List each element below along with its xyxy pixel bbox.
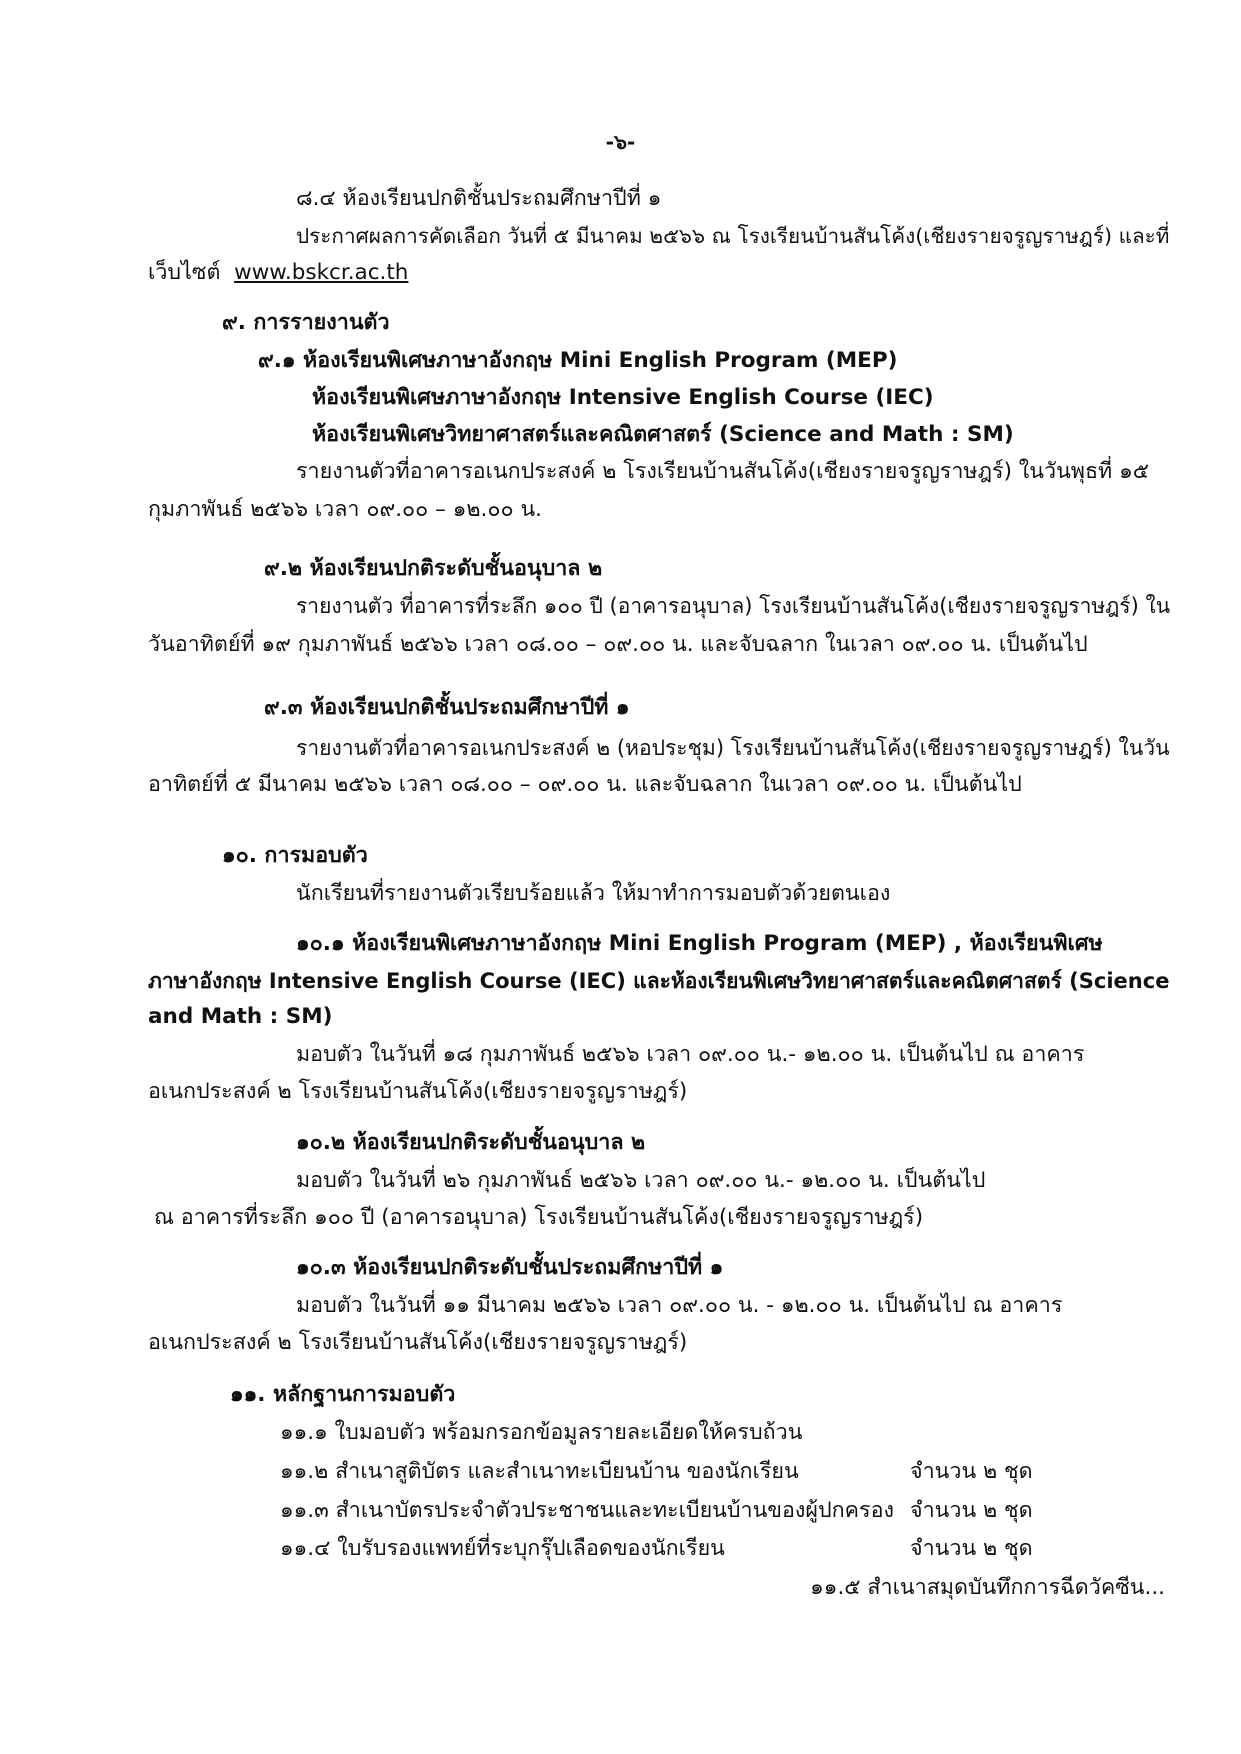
section-9-1-title3: ห้องเรียนพิเศษวิทยาศาสตร์และคณิตศาสตร์ (Science and Math : SM) xyxy=(312,422,1014,447)
evidence-item-text: ๑๑.๓ สำเนาบัตรประจำตัวประชาชนและทะเบียนบ้านของผู้ปกครอง xyxy=(280,1498,894,1523)
section-9-3-title: ๙.๓ ห้องเรียนปกติชั้นประถมศึกษาปีที่ ๑ xyxy=(264,695,630,720)
section-9-1-body1: รายงานตัวที่อาคารอเนกประสงค์ ๒ โรงเรียนบ้านสันโค้ง(เชียงรายจรูญราษฎร์) ในวันพุธที่ ๑๕ xyxy=(296,459,1149,484)
section-10-1-title2: ภาษาอังกฤษ Intensive English Course (IEC) และห้องเรียนพิเศษวิทยาศาสตร์และคณิตศาสตร์ (Science xyxy=(148,968,1170,993)
website-prefix: เว็บไซต์ xyxy=(148,260,221,285)
section-9-2-body2: วันอาทิตย์ที่ ๑๙ กุมภาพันธ์ ๒๕๖๖ เวลา ๐๘.๐๐ – ๐๙.๐๐ น. และจับฉลาก ในเวลา ๐๙.๐๐ น. เป็นต้นไป xyxy=(148,632,1088,657)
section-8-4-line1: ประกาศผลการคัดเลือก วันที่ ๕ มีนาคม ๒๕๖๖ ณ โรงเรียนบ้านสันโค้ง(เชียงรายจรูญราษฎร์) และที่ xyxy=(296,224,1170,248)
section-10-2-title: ๑๐.๒ ห้องเรียนปกติระดับชั้นอนุบาล ๒ xyxy=(296,1130,646,1155)
section-10-heading: ๑๐. การมอบตัว xyxy=(222,843,368,868)
evidence-item-text: ๑๑.๑ ใบมอบตัว พร้อมกรอกข้อมูลรายละเอียดให้ครบถ้วน xyxy=(280,1420,803,1445)
section-8-4-heading: ๘.๔ ห้องเรียนปกติชั้นประถมศึกษาปีที่ ๑ xyxy=(296,186,662,211)
section-9-3-body1: รายงานตัวที่อาคารอเนกประสงค์ ๒ (หอประชุม) โรงเรียนบ้านสันโค้ง(เชียงรายจรูญราษฎร์) ในวัน xyxy=(296,735,1170,760)
section-10-intro: นักเรียนที่รายงานตัวเรียบร้อยแล้ว ให้มาทำการมอบตัวด้วยตนเอง xyxy=(296,881,891,906)
evidence-item-qty: จำนวน ๒ ชุด xyxy=(910,1459,1033,1484)
section-9-2-title: ๙.๒ ห้องเรียนปกติระดับชั้นอนุบาล ๒ xyxy=(264,556,603,581)
evidence-item-qty: จำนวน ๒ ชุด xyxy=(910,1498,1033,1523)
section-10-1-title3: and Math : SM) xyxy=(148,1004,333,1029)
section-9-heading: ๙. การรายงานตัว xyxy=(222,310,390,335)
section-11-heading: ๑๑. หลักฐานการมอบตัว xyxy=(230,1382,456,1407)
evidence-item-qty: จำนวน ๒ ชุด xyxy=(910,1536,1033,1561)
continuation-text: ๑๑.๕ สำเนาสมุดบันทึกการฉีดวัคซีน... xyxy=(810,1575,1165,1600)
section-10-3-title: ๑๐.๓ ห้องเรียนปกติระดับชั้นประถมศึกษาปีที่ ๑ xyxy=(296,1255,724,1280)
section-10-1-body2: อเนกประสงค์ ๒ โรงเรียนบ้านสันโค้ง(เชียงรายจรูญราษฎร์) xyxy=(148,1079,688,1104)
section-9-2-body1: รายงานตัว ที่อาคารที่ระลึก ๑๐๐ ปี (อาคารอนุบาล) โรงเรียนบ้านสันโค้ง(เชียงรายจรูญราษฎร์) ใน xyxy=(296,594,1171,618)
section-10-3-body1: มอบตัว ในวันที่ ๑๑ มีนาคม ๒๕๖๖ เวลา ๐๙.๐๐ น. - ๑๒.๐๐ น. เป็นต้นไป ณ อาคาร xyxy=(296,1293,1063,1318)
section-8-4-line2 xyxy=(148,262,408,284)
section-10-3-body2: อเนกประสงค์ ๒ โรงเรียนบ้านสันโค้ง(เชียงรายจรูญราษฎร์) xyxy=(148,1330,688,1355)
website-link[interactable]: www.bskcr.ac.th xyxy=(234,260,409,285)
section-9-3-body2: อาทิตย์ที่ ๕ มีนาคม ๒๕๖๖ เวลา ๐๘.๐๐ – ๐๙.๐๐ น. และจับฉลาก ในเวลา ๐๙.๐๐ น. เป็นต้นไป xyxy=(148,772,1022,797)
section-9-1-body2: กุมภาพันธ์ ๒๕๖๖ เวลา ๐๙.๐๐ – ๑๒.๐๐ น. xyxy=(148,497,542,522)
section-9-1-title1: ๙.๑ ห้องเรียนพิเศษภาษาอังกฤษ Mini English Program (MEP) xyxy=(258,348,898,373)
section-10-2-body2: ณ อาคารที่ระลึก ๑๐๐ ปี (อาคารอนุบาล) โรงเรียนบ้านสันโค้ง(เชียงรายจรูญราษฎร์) xyxy=(154,1205,924,1230)
section-10-2-body1: มอบตัว ในวันที่ ๒๖ กุมภาพันธ์ ๒๕๖๖ เวลา ๐๙.๐๐ น.- ๑๒.๐๐ น. เป็นต้นไป xyxy=(296,1168,986,1193)
section-10-1-title1: ๑๐.๑ ห้องเรียนพิเศษภาษาอังกฤษ Mini English Program (MEP) , ห้องเรียนพิเศษ xyxy=(296,931,1103,956)
evidence-item-text: ๑๑.๒ สำเนาสูติบัตร และสำเนาทะเบียนบ้าน ของนักเรียน xyxy=(280,1459,799,1484)
page-number: -๖- xyxy=(605,130,636,154)
section-10-1-body1: มอบตัว ในวันที่ ๑๘ กุมภาพันธ์ ๒๕๖๖ เวลา ๐๙.๐๐ น.- ๑๒.๐๐ น. เป็นต้นไป ณ อาคาร xyxy=(296,1042,1085,1067)
evidence-item-text: ๑๑.๔ ใบรับรองแพทย์ที่ระบุกรุ๊ปเลือดของนักเรียน xyxy=(280,1536,725,1561)
section-9-1-title2: ห้องเรียนพิเศษภาษาอังกฤษ Intensive English Course (IEC) xyxy=(312,385,934,410)
